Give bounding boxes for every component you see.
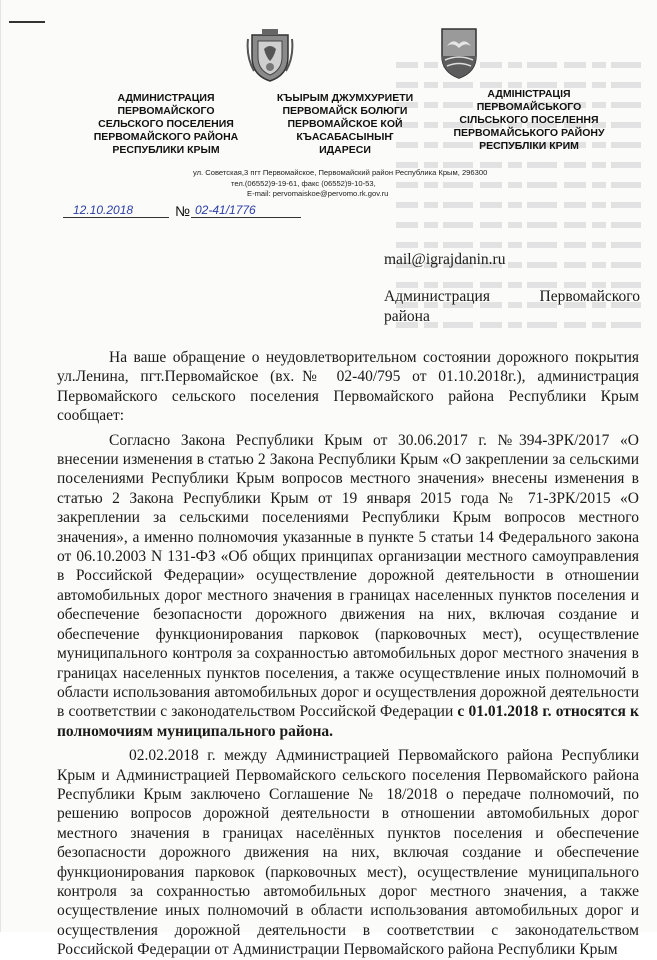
header-address	[171, 168, 501, 200]
letter-body	[57, 348, 639, 960]
header-left-line: ПЕРВОМАЙСКОГО РАЙОНА	[93, 131, 239, 143]
recipient-word: Администрация	[384, 288, 490, 305]
recipient-block	[384, 287, 640, 327]
recipient-line-1	[384, 287, 640, 307]
header-center-line: ПЕРВОМАЙСК БОЛЮГИ	[282, 105, 408, 117]
header-center-line: ПЕРВОМАЙСКОЕ КОЙ	[287, 118, 403, 130]
header-left-line: ПЕРВОМАЙСКОГО	[117, 105, 215, 117]
header-right-line: ПЕРВОМАЙСЬКОГО	[476, 101, 582, 113]
header-right-line: АДМІНІСТРАЦІЯ	[487, 88, 571, 100]
header-left-line: РЕСПУБЛИКИ КРЫМ	[112, 144, 220, 156]
paragraph-1: На ваше обращение о неудовлетворительном состоянии дорожного покрытия ул.Ленина, пгт.Первомайское (вх.№ 02-40/795 от 01.10.2018г.), администрация Первомайского сельского поселения Первомайского района Республики Крым сообщает:	[57, 349, 639, 425]
email-line: E-mail: pervomaiskoe@pervomo.rk.gov.ru	[247, 189, 389, 198]
number-sign: №	[175, 203, 191, 219]
pervomaiskoe-coat-of-arms-icon	[439, 26, 479, 80]
corner-mark	[9, 21, 45, 23]
date-underline	[63, 217, 169, 218]
header-center-block	[265, 92, 425, 157]
header-right-line: РЕСПУБЛІКИ КРИМ	[479, 140, 579, 152]
paragraph-2	[57, 431, 639, 742]
header-center-line: КЪАСАБАСЫНЫҤ	[296, 131, 394, 143]
recipient-line-2: района	[384, 308, 430, 325]
paragraph-2-bold: с 01.01.2018 г. относятся к полномочиям муниципального района.	[57, 703, 639, 740]
header-left-block	[91, 92, 241, 157]
header-center-line: КЪЫРЫМ ДЖУМХУРИЕТИ	[276, 92, 414, 104]
crimea-coat-of-arms-icon	[246, 27, 294, 83]
header-left-line: АДМИНИСТРАЦИЯ	[117, 92, 215, 104]
header-center-line: ИДАРЕСИ	[319, 144, 371, 156]
phone-line: тел.(06552)9-19-61, факс (06552)9-10-53,	[231, 178, 376, 188]
paragraph-3: 02.02.2018 г. между Администрацией Первомайского района Республики Крым и Администрацией Первомайского сельского поселения Первомайского района Республики Крым заключено Соглашение № 18/2018 о передаче полномочий, по решению вопросов дорожной деятельности в отношении автомобильных дорог местного значения в границах населённых пунктов поселения и обеспечение безопасности дорожного движения на них, включая создание и обеспечение функционирования парковок (парковочных мест), осуществление муниципального контроля за сохранностью автомобильных дорог местного значения, а также осуществление иных полномочий в области использования автомобильных дорог и осуществления дорожной деятельности в соответствии с законодательством Российской Федерации от Администрации Первомайского района Республики Крым	[57, 747, 639, 959]
header-right-line: СІЛЬСЬКОГО ПОСЕЛЕННЯ	[459, 114, 599, 126]
paragraph-2-text: Согласно Закона Республики Крым от 30.06.2017 г. №394-ЗРК/2017 «О внесении изменения в статью 2 Закона Республики Крым «О закреплении за сельскими поселениями Республики Крым вопросов местного значения» внесены изменения в статью 2 Закона Республики Крым от 19 января 2015 года № 71-ЗРК/2015 «О закреплении за сельскими поселениями Республики Крым вопросов местного значения», а именно полномочия указанные в пункте 5 статьи 14 Федерального закона от 06.10.2003 N 131-ФЗ «Об общих принципах организации местного самоуправления в Российской Федерации» осуществление дорожной деятельности в отношении автомобильных дорог местного значения в границах населенных пунктов поселения и обеспечение безопасности дорожного движения на них, включая создание и обеспечение функционирования парковок (парковочных мест), осуществление муниципального контроля за сохранностью автомобильных дорог местного значения в границах населенных пунктов поселения, а также осуществление иных полномочий в области использования автомобильных дорог и осуществления дорожной деятельности в соответствии с законодательством Российской Федерации	[57, 431, 639, 721]
recipient-word: Первомайского	[539, 288, 640, 305]
recipient-email: mail@igrajdanin.ru	[384, 251, 506, 268]
registration-line	[63, 203, 363, 221]
header-right-block	[447, 88, 611, 153]
address-line: ул. Советская,3 пгт Первомайское, Первомайский район Республика Крым, 296300	[193, 168, 488, 177]
header-left-line: СЕЛЬСКОГО ПОСЕЛЕНИЯ	[98, 118, 234, 130]
number-underline	[191, 217, 301, 218]
header-right-line: ПЕРВОМАЙСЬКОГО РАЙОНУ	[453, 127, 605, 139]
registration-date: 12.10.2018	[73, 203, 134, 217]
registration-number: 02-41/1776	[195, 203, 256, 217]
